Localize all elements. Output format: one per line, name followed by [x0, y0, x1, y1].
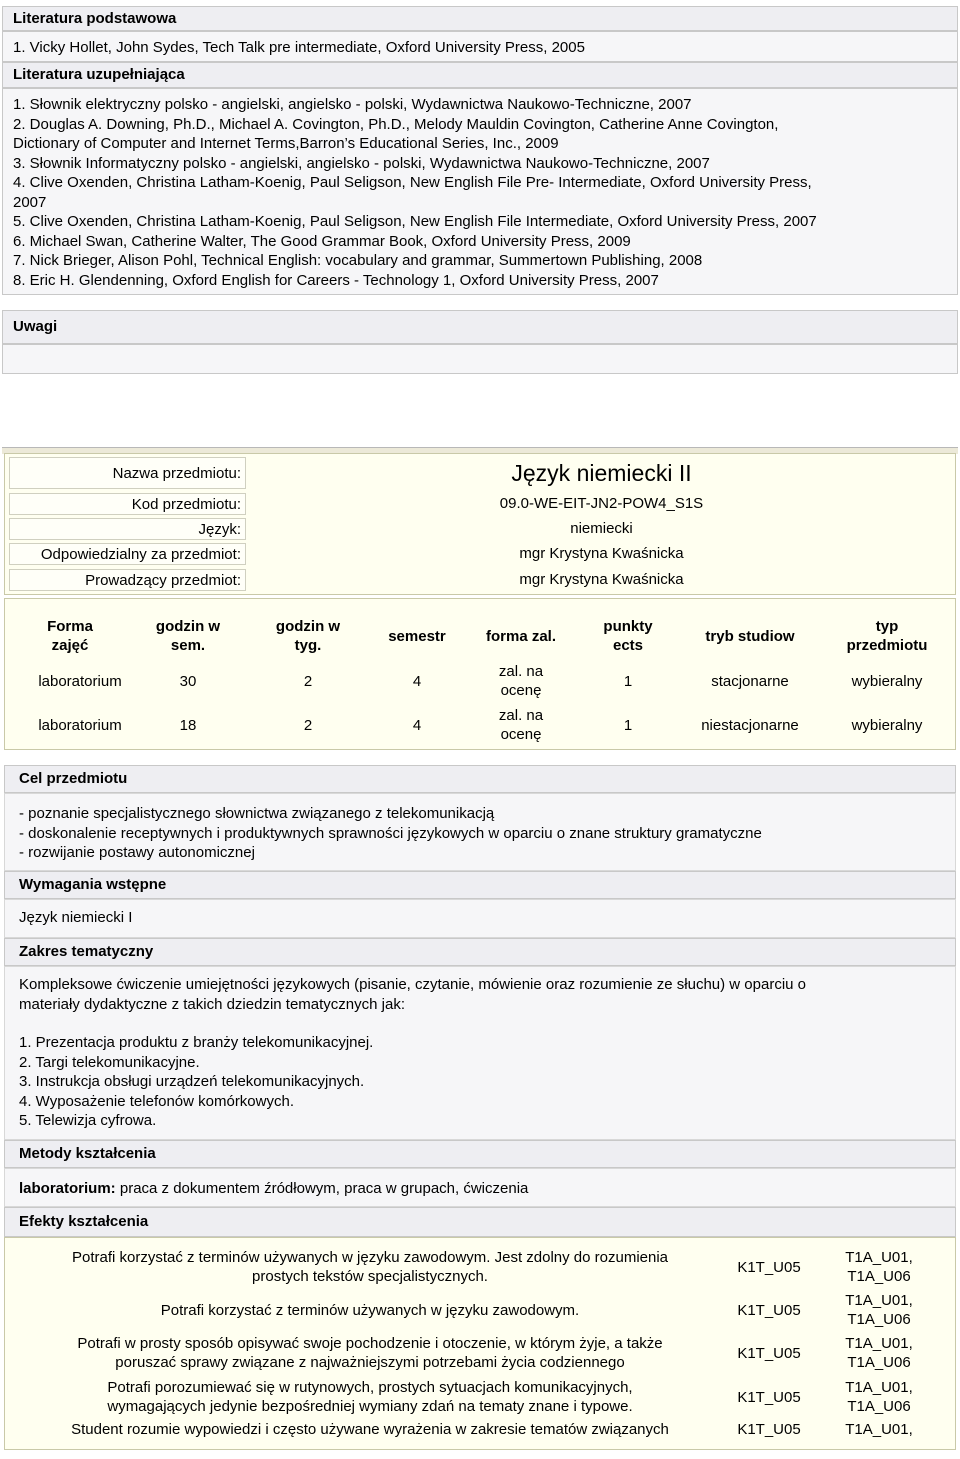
meta-row-code [9, 493, 951, 515]
lit-extra-item: 2007 [13, 193, 47, 211]
scope-item: 5. Telewizja cyfrowa. [19, 1112, 157, 1129]
label-course-code: Kod przedmiotu: [9, 493, 246, 515]
goal-heading: Cel przedmiotu [4, 765, 956, 793]
goal-line: - rozwijanie postawy autonomicznej [19, 844, 255, 861]
scope-intro: Kompleksowe ćwiczenie umiejętności językowych (pisanie, czytanie, mówienie oraz rozumienie ze słuchu) w oparciu o [19, 976, 807, 993]
notes-heading: Uwagi [2, 310, 958, 344]
lit-extra-item: 3. Słownik Informatyczny polsko - angielski, angielsko - polski, Wydawnictwa Naukowo-Techniczne, 2007 [13, 154, 710, 172]
col-mode: tryb studiow [705, 627, 795, 645]
effect-row: Potrafi korzystać z terminów używanych w języku zawodowym. K1T_U05 T1A_U01, T1A_U06 [160, 1292, 913, 1328]
effect-row: Potrafi w prosty sposób opisywać swoje pochodzenie i otoczenie, w którym żyje, a także poruszać sprawy związane z najważniejszymi potrzebami życia codziennego K1T_U05 T1A_U01, T1A_U06 [77, 1335, 913, 1371]
course-language: niemiecki [570, 520, 633, 537]
row1-credit: zal. na ocenę [498, 663, 544, 699]
row2-semester: 4 [412, 716, 422, 734]
meta-row-instructor [9, 569, 951, 591]
col-type: typ przedmiotu [846, 618, 928, 654]
lit-extra-item: 1. Słownik elektryczny polsko - angielski, angielsko - polski, Wydawnictwa Naukowo-Techniczne, 2007 [13, 96, 692, 113]
meta-row-responsible [9, 543, 951, 565]
row1-hours-week: 2 [303, 672, 313, 690]
methods-text: praca z dokumentem źródłowym, praca w grupach, ćwiczenia [115, 1180, 529, 1197]
prereq-text: Język niemiecki I [19, 909, 133, 926]
methods-label: laboratorium: [19, 1180, 116, 1197]
methods-heading: Metody kształcenia [4, 1140, 956, 1168]
effect-code: K1T_U05 [737, 1421, 801, 1438]
notes-body [2, 344, 958, 374]
course-code: 09.0-WE-EIT-JN2-POW4_S1S [499, 495, 704, 512]
scope-item: 4. Wyposażenie telefonów komórkowych. [19, 1092, 294, 1110]
meta-row-name [9, 457, 951, 489]
effect-code: K1T_U05 [737, 1345, 801, 1362]
label-course-name: Nazwa przedmiotu: [9, 457, 246, 489]
lit-basic-body [2, 31, 958, 62]
label-responsible: Odpowiedzialny za przedmiot: [9, 543, 246, 565]
row1-type: wybieralny [851, 672, 923, 690]
scope-heading: Zakres tematyczny [4, 938, 956, 966]
label-language: Język: [9, 518, 246, 540]
prereq-body [4, 899, 956, 938]
methods-body [4, 1168, 956, 1207]
row2-hours-week: 2 [303, 716, 313, 734]
row1-mode: stacjonarne [711, 672, 789, 690]
goal-body [4, 793, 956, 871]
course-instructor: mgr Krystyna Kwaśnicka [519, 571, 684, 588]
effect-row: Student rozumie wypowiedzi i często używane wyrażenia w zakresie tematów związanych K1T_U05 T1A_U01, [71, 1421, 913, 1438]
meta-row-language [9, 518, 951, 540]
effect-row: Potrafi porozumiewać się w rutynowych, prostych sytuacjach komunikacyjnych, wymagających jedynie bezpośredniej wymiany zdań na tematy znane i typowe. K1T_U05 T1A_U01, T1A_U06 [107, 1379, 913, 1415]
scope-item: 3. Instrukcja obsługi urządzeń telekomunikacyjnych. [19, 1073, 365, 1090]
effect-row: Potrafi korzystać z terminów używanych w języku zawodowym. Jest zdolny do rozumienia prostych tekstów specjalistycznych. K1T_U05 T1A_U01, T1A_U06 [71, 1249, 913, 1285]
row1-hours-sem: 30 [179, 672, 197, 690]
col-hours-week: godzin w tyg. [275, 618, 341, 654]
lit-basic-item: 1. Vicky Hollet, John Sydes, Tech Talk pre intermediate, Oxford University Press, 2005 [13, 39, 585, 56]
course-responsible: mgr Krystyna Kwaśnicka [519, 545, 684, 562]
lit-extra-body [2, 88, 958, 295]
goal-line: - poznanie specjalistycznego słownictwa związanego z telekomunikacją [19, 805, 495, 822]
row2-mode: niestacjonarne [701, 716, 799, 734]
effect-code: K1T_U05 [737, 1389, 801, 1406]
col-hours-sem: godzin w sem. [155, 618, 221, 654]
col-ects: punkty ects [603, 618, 653, 654]
row2-form: laboratorium [38, 716, 122, 734]
lit-extra-item: Dictionary of Computer and Internet Terms,Barron’s Educational Series, Inc., 2009 [13, 135, 559, 152]
effects-heading: Efekty kształcenia [4, 1207, 956, 1237]
col-form: Forma zajęć [47, 618, 93, 654]
effect-code: K1T_U05 [737, 1302, 801, 1319]
row1-semester: 4 [412, 672, 422, 690]
lit-extra-item: 7. Nick Brieger, Alison Pohl, Technical English: vocabulary and grammar, Summertown Publishing, 2008 [13, 252, 703, 269]
course-meta [4, 453, 956, 595]
scope-body [4, 966, 956, 1140]
row2-credit: zal. na ocenę [498, 707, 544, 743]
row2-type: wybieralny [851, 716, 923, 734]
col-semester: semestr [388, 627, 446, 645]
scope-item: 1. Prezentacja produktu z branży telekomunikacyjnej. [19, 1034, 374, 1051]
lit-extra-heading: Literatura uzupełniająca [2, 62, 958, 88]
lit-basic-heading: Literatura podstawowa [2, 6, 958, 31]
lit-extra-item: 5. Clive Oxenden, Christina Latham-Koenig, Paul Seligson, New English File Intermediate, Oxford University Press, 2007 [13, 213, 817, 230]
goal-line: - doskonalenie receptywnych i produktywnych sprawności językowych w oparciu o znane struktury gramatyczne [19, 824, 762, 842]
col-credit: forma zal. [485, 627, 557, 645]
classes-table [4, 598, 956, 750]
row2-hours-sem: 18 [179, 716, 197, 734]
effects-table [4, 1237, 956, 1450]
course-name: Język niemiecki II [511, 460, 692, 486]
scope-item: 2. Targi telekomunikacyjne. [19, 1053, 200, 1071]
lit-extra-item: 8. Eric H. Glendenning, Oxford English for Careers - Technology 1, Oxford University Press, 2007 [13, 271, 659, 289]
row1-ects: 1 [623, 672, 633, 690]
scope-intro: materiały dydaktyczne z takich dziedzin tematycznych jak: [19, 995, 405, 1013]
row2-ects: 1 [623, 716, 633, 734]
row1-form: laboratorium [38, 672, 122, 690]
lit-extra-item: 2. Douglas A. Downing, Ph.D., Michael A. Covington, Ph.D., Melody Mauldin Covington, Catherine Anne Covington, [13, 115, 779, 133]
label-instructor: Prowadzący przedmiot: [9, 569, 246, 591]
lit-extra-item: 6. Michael Swan, Catherine Walter, The Good Grammar Book, Oxford University Press, 2009 [13, 232, 631, 250]
lit-extra-item: 4. Clive Oxenden, Christina Latham-Koenig, Paul Seligson, New English File Pre- Intermediate, Oxford University Press, [13, 174, 812, 191]
prereq-heading: Wymagania wstępne [4, 871, 956, 899]
effect-code: K1T_U05 [737, 1259, 801, 1276]
